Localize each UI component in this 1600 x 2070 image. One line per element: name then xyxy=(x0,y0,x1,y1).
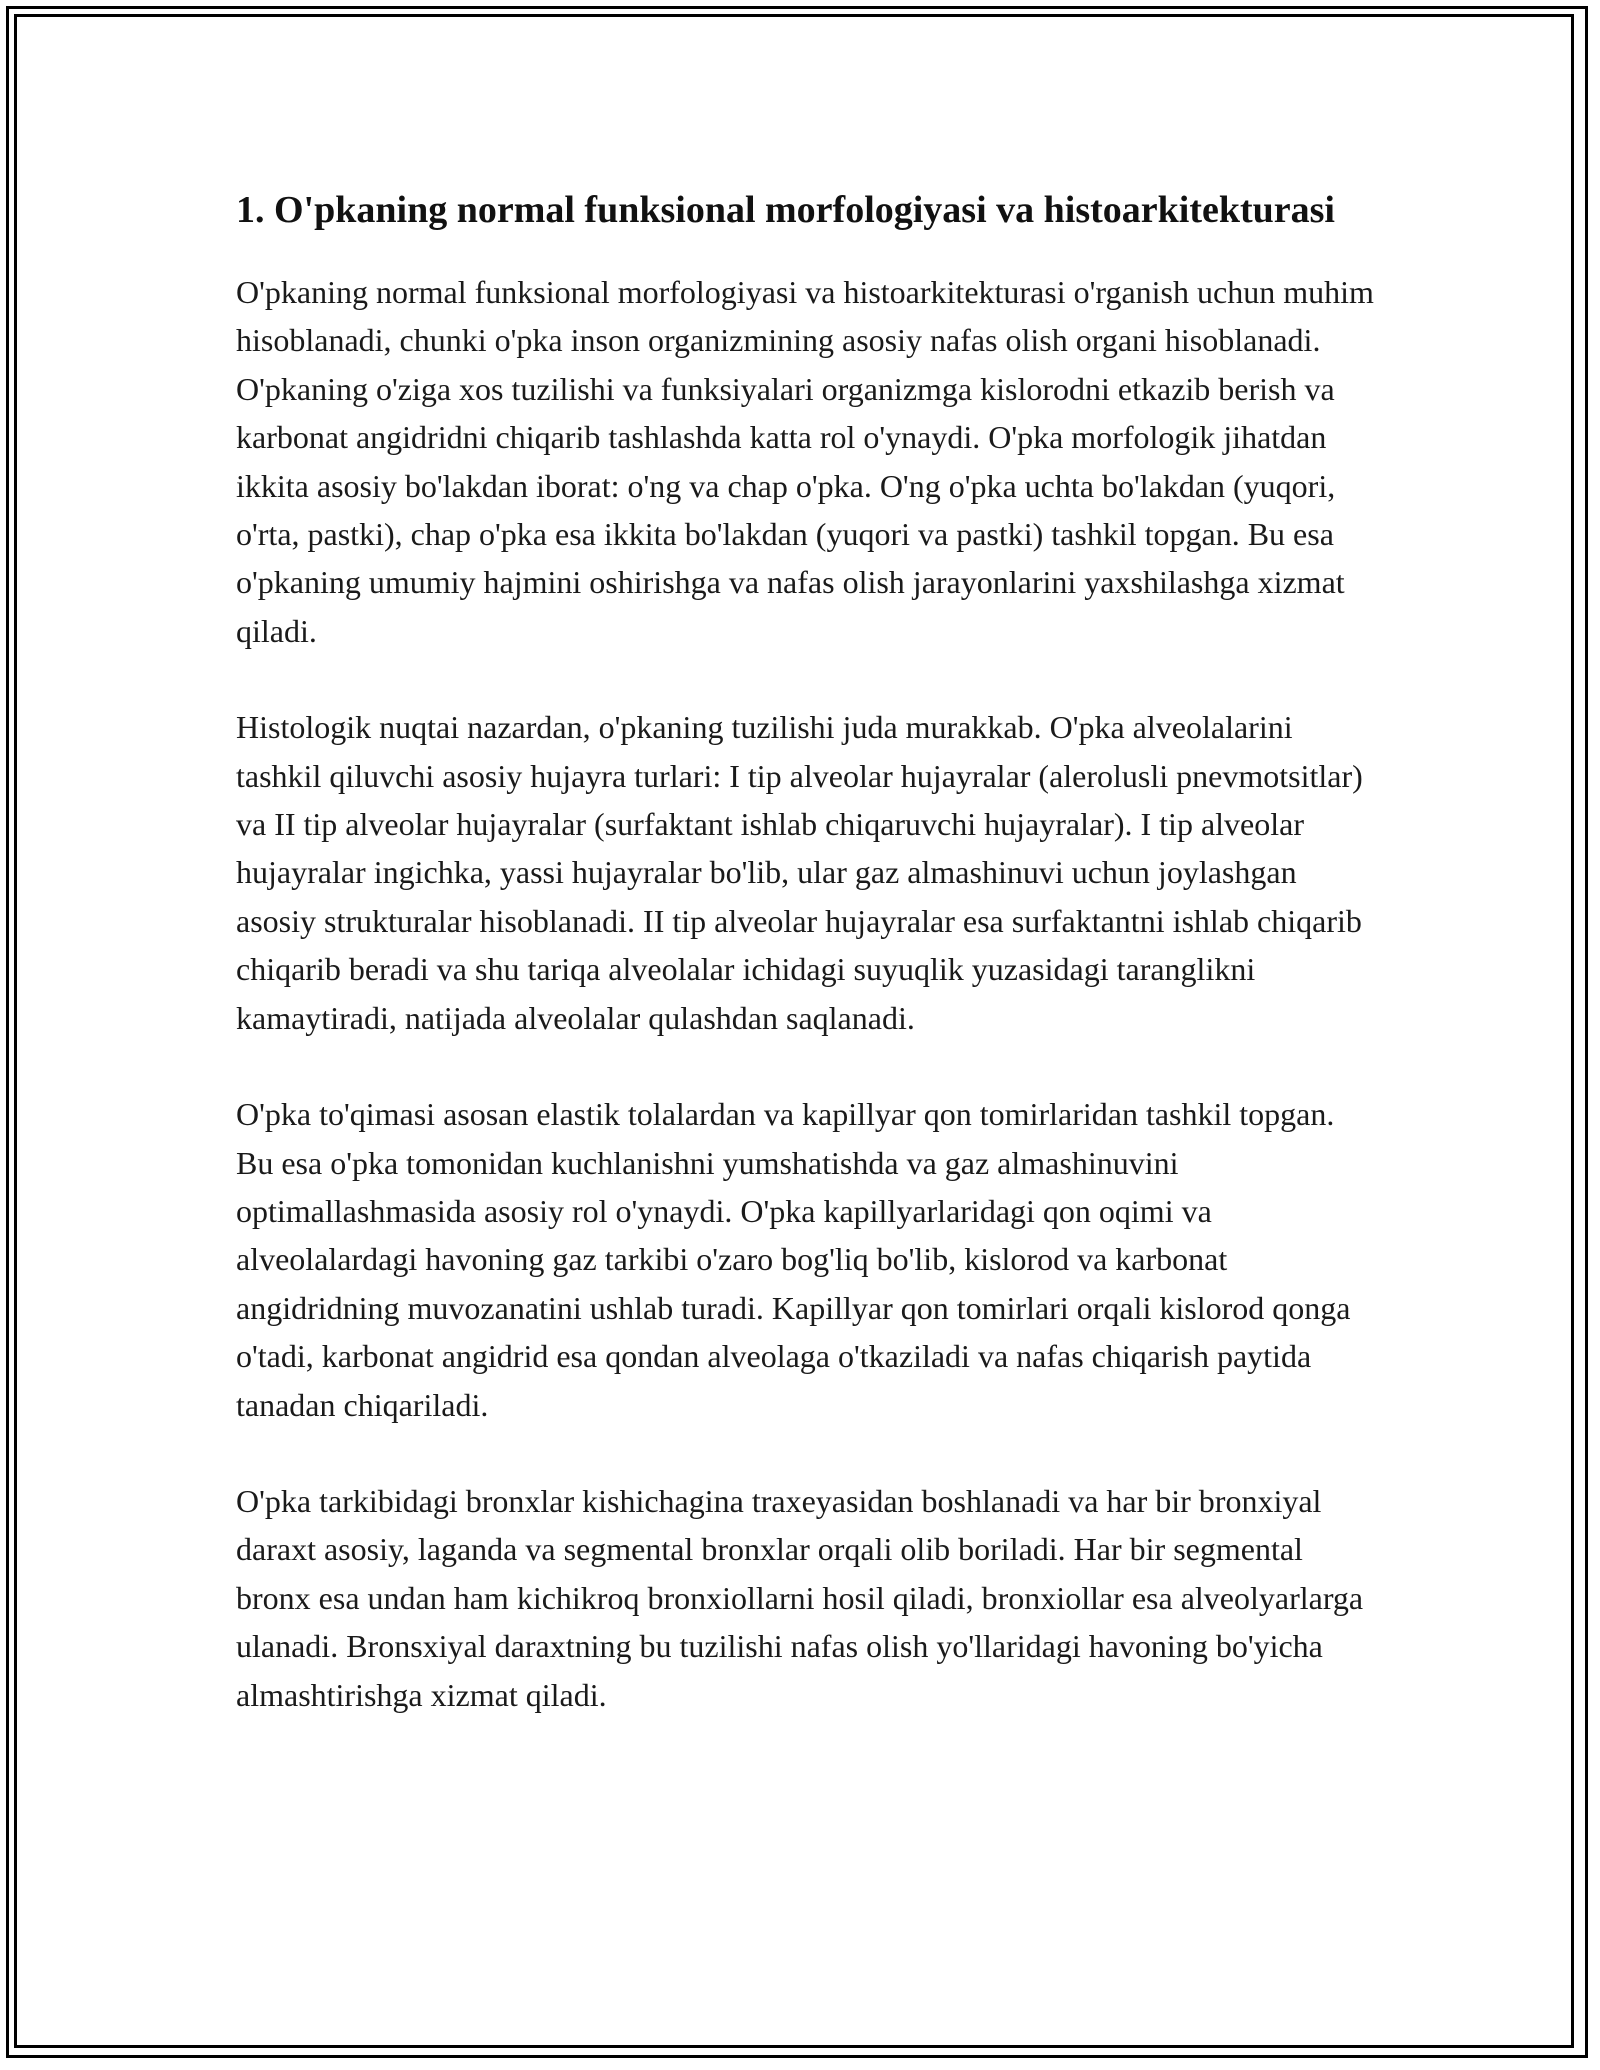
paragraph-histology: Histologik nuqtai nazardan, o'pkaning tuzilishi juda murakkab. O'pka alveolalarini tashkil qiluvchi asosiy hujayra turlari: I tip alveolar hujayralar (alerolusli pnevmotsitlar) va II tip alveolar hujayralar (surfaktant ishlab chiqaruvchi hujayralar). I tip alveolar hujayralar ingichka, yassi hujayralar bo'lib, ular gaz almashinuvi uchun joylashgan asosiy strukturalar hisoblanadi. II tip alveolar hujayralar esa surfaktantni ishlab chiqarib chiqarib beradi va shu tariqa alveolalar ichidagi suyuqlik yuzasidagi taranglikni kamaytiradi, natijada alveolalar qulashdan saqlanadi. xyxy=(236,709,1363,1036)
paragraph-bronchi: O'pka tarkibidagi bronxlar kishichagina traxeyasidan boshlanadi va har bir bronxiyal daraxt asosiy, laganda va segmental bronxlar orqali olib boriladi. Har bir segmental bronx esa undan ham kichikroq bronxiollarni hosil qiladi, bronxiollar esa alveolyarlarga ulanadi. Bronsxiyal daraxtning bu tuzilishi nafas olish yo'llaridagi havoning bo'yicha almashtirishga xizmat qiladi. xyxy=(236,1482,1364,1713)
paragraph-morphology: O'pkaning normal funksional morfologiyasi va histoarkitekturasi o'rganish uchun muhim hisoblanadi, chunki o'pka inson organizmining asosiy nafas olish organi hisoblanadi. O'pkaning o'ziga xos tuzilishi va funksiyalari organizmga kislorodni etkazib berish va karbonat angidridni chiqarib tashlashda katta rol o'ynaydi. O'pka morfologik jihatdan ikkita asosiy bo'lakdan iborat: o'ng va chap o'pka. O'ng o'pka uchta bo'lakdan (yuqori, o'rta, pastki), chap o'pka esa ikkita bo'lakdan (yuqori va pastki) tashkil topgan. Bu esa o'pkaning umumiy hajmini oshirishga va nafas olish jarayonlarini yaxshilashga xizmat qiladi. xyxy=(236,274,1374,649)
document-body xyxy=(236,182,1376,1767)
paragraph-lung-tissue: O'pka to'qimasi asosan elastik tolalardan va kapillyar qon tomirlaridan tashkil topgan. Bu esa o'pka tomonidan kuchlanishni yumshatishda va gaz almashinuvini optimallashmasida asosiy rol o'ynaydi. O'pka kapillyarlaridagi qon oqimi va alveolalardagi havoning gaz tarkibi o'zaro bog'liq bo'lib, kislorod va karbonat angidridning muvozanatini ushlab turadi. Kapillyar qon tomirlari orqali kislorod qonga o'tadi, karbonat angidrid esa qondan alveolaga o'tkaziladi va nafas chiqarish paytida tanadan chiqariladi. xyxy=(236,1096,1351,1423)
section-heading: 1. O'pkaning normal funksional morfologiyasi va histoarkitekturasi xyxy=(236,189,1335,231)
